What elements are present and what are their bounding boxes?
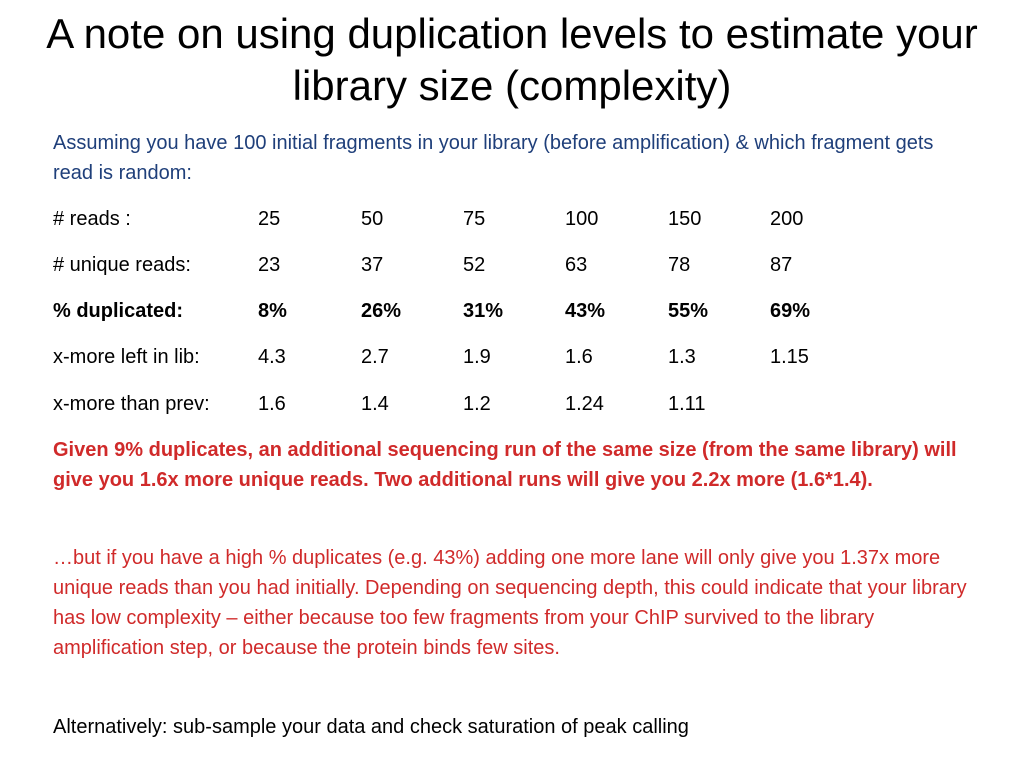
- table-cell: 1.2: [463, 393, 491, 415]
- table-cell: 55%: [668, 300, 709, 322]
- table-cell: 4.3: [258, 346, 286, 368]
- conclusion-low-duplicates: Given 9% duplicates, an additional sequencing run of the same size (from the same library) will give you 1.6x more unique reads. Two additional runs will give you 2.2x more (1.6*1.4).: [53, 439, 957, 491]
- table-cell: 8%: [258, 300, 287, 322]
- table-cell: 1.6: [565, 346, 593, 368]
- table-cell: 1.4: [361, 393, 389, 415]
- table-cell: 1.6: [258, 393, 286, 415]
- row-label: # unique reads:: [53, 254, 191, 276]
- row-label: x-more left in lib:: [53, 346, 200, 368]
- table-cell: 87: [770, 254, 793, 276]
- table-cell: 2.7: [361, 346, 389, 368]
- alternative-note: Alternatively: sub-sample your data and check saturation of peak calling: [53, 716, 689, 738]
- row-label: x-more than prev:: [53, 393, 210, 415]
- table-cell: 26%: [361, 300, 402, 322]
- conclusion-high-duplicates: …but if you have a high % duplicates (e.g. 43%) adding one more lane will only give you 1.37x more unique reads than you had initially. Depending on sequencing depth, this could indicate that your library has low complexity – either because too few fragments from your ChIP survived to the library amplification step, or because the protein binds few sites.: [53, 547, 967, 659]
- table-cell: 150: [668, 208, 702, 230]
- intro-text: Assuming you have 100 initial fragments in your library (before amplification) & which fragment gets read is random:: [53, 132, 934, 184]
- table-cell: 75: [463, 208, 486, 230]
- table-cell: 63: [565, 254, 588, 276]
- table-cell: 100: [565, 208, 599, 230]
- table-cell: 37: [361, 254, 384, 276]
- table-cell: 50: [361, 208, 384, 230]
- table-cell: 25: [258, 208, 281, 230]
- table-cell: 200: [770, 208, 804, 230]
- table-cell: 43%: [565, 300, 606, 322]
- slide-title: A note on using duplication levels to estimate your library size (complexity): [46, 10, 978, 109]
- table-cell: 1.11: [668, 393, 706, 415]
- row-label: % duplicated:: [53, 300, 184, 322]
- table-cell: 69%: [770, 300, 811, 322]
- table-cell: 78: [668, 254, 691, 276]
- table-cell: 31%: [463, 300, 504, 322]
- row-label: # reads :: [53, 208, 131, 230]
- table-cell: 1.24: [565, 393, 604, 415]
- table-cell: 1.15: [770, 346, 809, 368]
- table-cell: 23: [258, 254, 281, 276]
- table-cell: 1.9: [463, 346, 491, 368]
- table-cell: 52: [463, 254, 486, 276]
- table-cell: 1.3: [668, 346, 696, 368]
